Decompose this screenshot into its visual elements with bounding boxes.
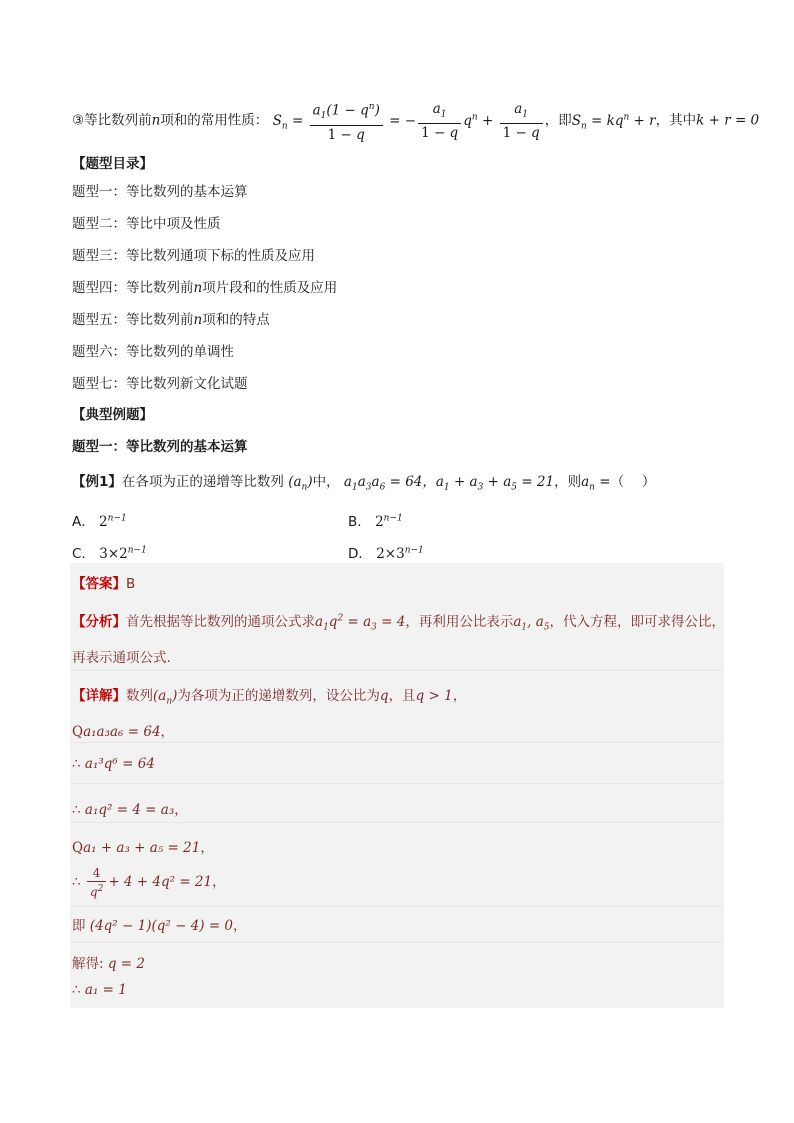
property-lead: ③等比数列前: [72, 112, 152, 129]
catalog-item-3: 题型三：等比数列通项下标的性质及应用: [72, 248, 315, 264]
step-8: ∴ a₁ = 1: [72, 982, 127, 998]
answer-label: 【答案】: [72, 576, 126, 592]
step-4: Qa₁ + a₃ + a₅ = 21，: [72, 840, 214, 856]
option-c[interactable]: C． $3\times 2^{n-1}$: [72, 545, 147, 562]
analysis-line-2: 再表示通项公式.: [72, 650, 171, 666]
answer-line: [72, 572, 135, 592]
option-d[interactable]: D． $2\times 3^{n-1}$: [348, 545, 424, 562]
catalog-item-1: 题型一：等比数列的基本运算: [72, 184, 248, 200]
type1-title: 题型一：等比数列的基本运算: [72, 439, 248, 455]
step-5: ∴ $\frac{4}{q^2}$ + 4 + 4q² = 21，: [72, 865, 226, 899]
detail-label: 【详解】: [72, 688, 126, 704]
step-6: 即 (4q² − 1)(q² − 4) = 0，: [72, 918, 247, 934]
sequence-an: $(a_n)$: [288, 474, 313, 493]
step-3: ∴ a₁q² = 4 = a₃，: [72, 802, 188, 818]
step-7: 解得: q = 2: [72, 956, 145, 972]
detail-line: 【详解】数列$(a_n)$为各项为正的递增数列，设公比为q，且q > 1，: [72, 688, 467, 707]
analysis-line-1: 【分析】首先根据等比数列的通项公式求$a_1q^2 = a_3 = 4$，再利用公比表示$a_1$, $a_5$，代入方程，即可求得公比，: [72, 613, 726, 633]
catalog-item-7: 题型七：等比数列新文化试题: [72, 376, 248, 392]
answer-value: B: [126, 576, 136, 592]
catalog-item-6: 题型六：等比数列的单调性: [72, 344, 234, 360]
typical-title: 【典型例题】: [72, 407, 153, 423]
step-2: ∴ a₁³q⁶ = 64: [72, 756, 155, 772]
catalog-item-5: 题型五：等比数列前n项和的特点: [72, 312, 270, 328]
property-mid: 项和的常用性质：: [160, 112, 269, 129]
k-plus-r: k + r = 0: [696, 112, 760, 129]
catalog-title: 【题型目录】: [72, 156, 153, 172]
sum-formula: $S_n$ = $\frac{a_1(1 - q^n)}{1 - q}$ = − $\frac{a_1}{1 - q}$ $q^n$ + $\frac{a_1}{1 - q}$: [273, 113, 545, 129]
option-b[interactable]: B． $2^{n-1}$: [348, 513, 403, 530]
sn-kqn-r: $S_n = kq^n + r$: [571, 112, 656, 132]
property-line: ③等比数列前n项和的常用性质： $S_n$ = $\frac{a_1(1 - q^n)}{1 - q}$ = − $\frac{a_1}{1 - q}$ $q^n$ + $\frac{a_1}{1 - q}$ ，即$S_n = kq^n + r$，其中k + r = 0: [72, 96, 759, 138]
catalog-item-2: 题型二：等比中项及性质: [72, 216, 221, 232]
example-label: 【例1】: [72, 474, 122, 490]
catalog-item-4: 题型四：等比数列前n项片段和的性质及应用: [72, 280, 338, 296]
analysis-label: 【分析】: [72, 614, 126, 630]
example-question: 【例1】在各项为正的递增等比数列 $(a_n)$中， $a_1a_3a_6 = 64$，$a_1 + a_3 + a_5 = 21$，则$a_n$ =（ ）: [72, 474, 656, 493]
option-a[interactable]: A． $2^{n-1}$: [72, 513, 127, 530]
step-1: Qa₁a₃a₆ = 64，: [72, 724, 175, 740]
